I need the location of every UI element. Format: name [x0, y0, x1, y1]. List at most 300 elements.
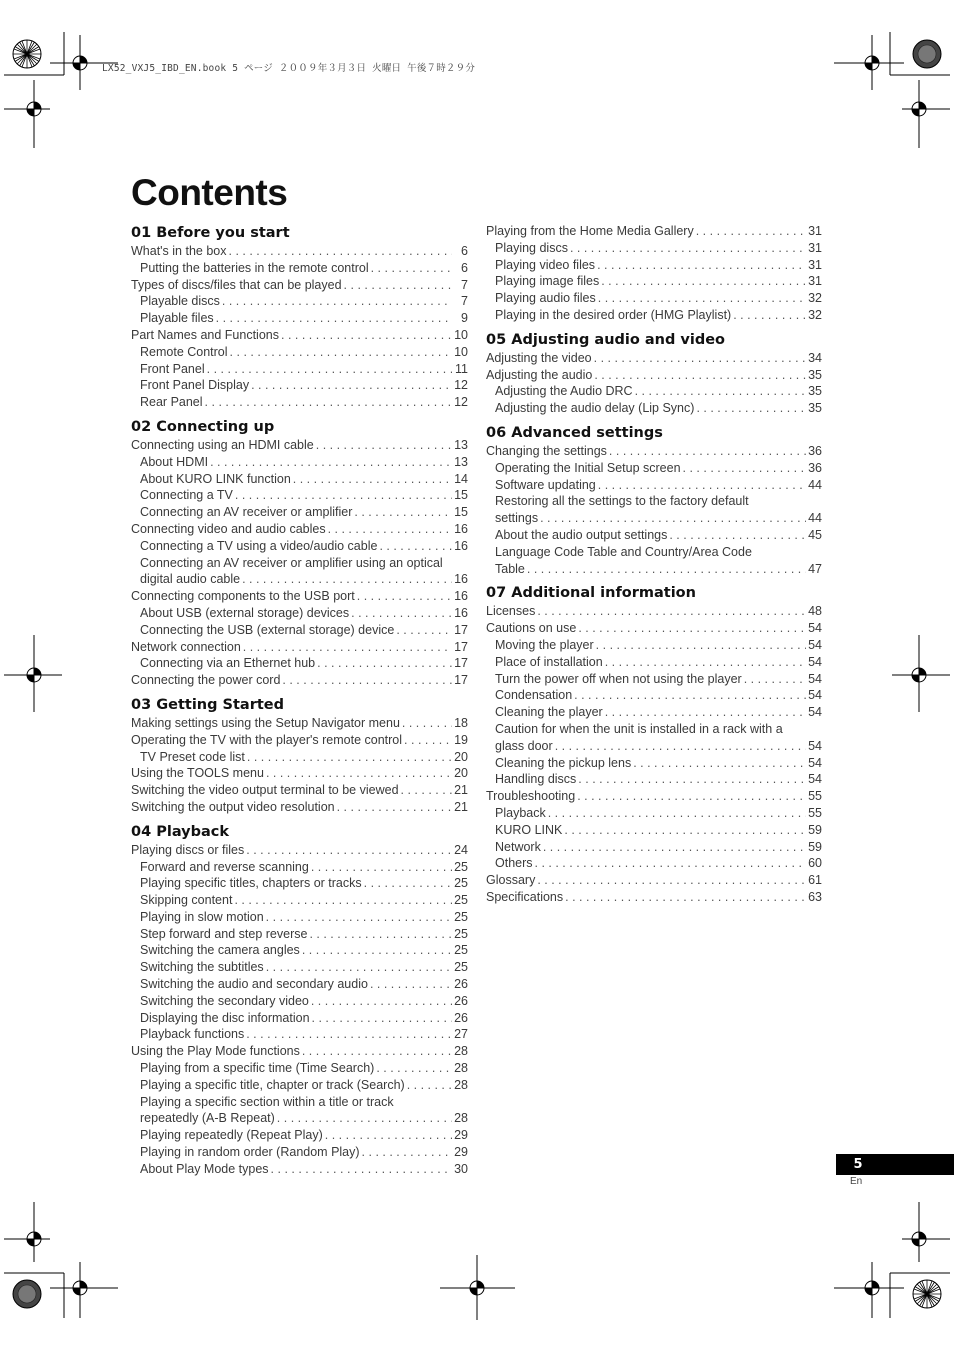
dot-leader — [337, 799, 452, 816]
toc-entry[interactable] — [131, 942, 468, 959]
toc-entry[interactable] — [131, 782, 468, 799]
toc-entry-wrapped[interactable] — [131, 1094, 468, 1128]
dot-leader — [222, 293, 452, 310]
dot-leader — [598, 290, 806, 307]
toc-entry-title: Connecting a TV — [140, 488, 233, 503]
dot-leader — [633, 755, 806, 772]
toc-entry[interactable] — [131, 1010, 468, 1027]
toc-entry-title: Putting the batteries in the remote control — [140, 260, 369, 275]
toc-entry[interactable] — [486, 307, 822, 324]
toc-entry[interactable] — [131, 361, 468, 378]
toc-page-number: 32 — [808, 307, 822, 322]
toc-entry[interactable] — [486, 704, 822, 721]
toc-entry-title: Switching the camera angles — [140, 943, 300, 958]
toc-page-number: 54 — [808, 738, 822, 753]
toc-page-number: 17 — [454, 656, 468, 671]
toc-entry-title: Switching the subtitles — [140, 960, 264, 975]
toc-entry-title: Troubleshooting — [486, 789, 576, 804]
toc-page-number: 10 — [454, 344, 468, 359]
dot-leader — [578, 771, 806, 788]
toc-entry-title: Playing discs or files — [131, 842, 245, 857]
toc-page-number: 7 — [461, 277, 468, 292]
dot-leader — [229, 243, 453, 260]
toc-entry-title: Operating the TV with the player's remote control — [131, 732, 403, 747]
toc-entry-title: Using the Play Mode functions — [131, 1044, 300, 1059]
toc-entry-title: KURO LINK — [495, 822, 563, 837]
dot-leader — [535, 855, 806, 872]
toc-page-number: 27 — [454, 1027, 468, 1042]
toc-entry-title-line: Language Code Table and Country/Area Code — [495, 544, 752, 559]
toc-entry[interactable] — [131, 715, 468, 732]
dot-leader — [594, 367, 806, 384]
dot-leader — [216, 310, 452, 327]
toc-entry[interactable] — [486, 654, 822, 671]
toc-entry[interactable] — [486, 855, 822, 872]
dot-leader — [309, 926, 452, 943]
toc-page-number: 6 — [461, 244, 468, 258]
toc-entry-title: Playing from a specific time (Time Search) — [140, 1061, 375, 1076]
toc-page-number: 25 — [454, 943, 468, 958]
toc-entry[interactable] — [486, 223, 822, 240]
toc-entry-title: Specifications — [486, 889, 564, 904]
dot-leader — [597, 257, 806, 274]
toc-entry-wrapped[interactable] — [486, 493, 822, 527]
toc-entry[interactable] — [131, 394, 468, 411]
section-heading: 05 Adjusting audio and video — [486, 331, 726, 348]
section-heading: 02 Connecting up — [131, 418, 275, 435]
toc-page-number: 55 — [808, 805, 822, 820]
toc-entry-title: Adjusting the video — [486, 350, 592, 365]
dot-leader — [328, 521, 452, 538]
toc-entry[interactable] — [131, 1110, 468, 1127]
toc-entry-title: Displaying the disc information — [140, 1010, 310, 1025]
toc-entry[interactable] — [131, 732, 468, 749]
dot-leader — [311, 859, 452, 876]
toc-page-number: 17 — [454, 673, 468, 688]
toc-entry[interactable] — [131, 504, 468, 521]
toc-page-number: 60 — [808, 856, 822, 871]
toc-entry[interactable] — [131, 327, 468, 344]
toc-entry-title: Adjusting the audio — [486, 367, 593, 382]
dot-leader — [302, 1043, 452, 1060]
toc-entry[interactable] — [131, 293, 468, 310]
toc-entry-title: Cleaning the pickup lens — [495, 755, 632, 770]
toc-entry[interactable] — [486, 788, 822, 805]
toc-page-number: 25 — [454, 960, 468, 975]
dot-leader — [605, 654, 806, 671]
toc-entry-title: Connecting the USB (external storage) device — [140, 622, 395, 637]
dot-leader — [242, 571, 452, 588]
dot-leader — [564, 822, 806, 839]
toc-entry-title: About the audio output settings — [495, 527, 668, 542]
dot-leader — [243, 639, 452, 656]
toc-entry-title: Front Panel Display — [140, 378, 250, 393]
toc-entry[interactable] — [131, 892, 468, 909]
toc-page-number: 31 — [808, 240, 822, 255]
dot-leader — [401, 782, 452, 799]
toc-page-number: 63 — [808, 889, 822, 904]
toc-page-number: 16 — [454, 589, 468, 604]
toc-entry[interactable] — [131, 487, 468, 504]
toc-entry[interactable] — [131, 976, 468, 993]
toc-page-number: 14 — [454, 471, 468, 486]
toc-entry[interactable] — [131, 926, 468, 943]
toc-entry-title: Part Names and Functions — [131, 327, 279, 342]
toc-page-number: 28 — [454, 1077, 468, 1092]
toc-entry-title: Playing video files — [495, 257, 596, 272]
toc-entry-title: Connecting via an Ethernet hub — [140, 656, 316, 671]
toc-page-number: 54 — [808, 755, 822, 770]
toc-entry-title: Rear Panel — [140, 395, 203, 410]
dot-leader — [696, 400, 806, 417]
toc-page-number: 45 — [808, 527, 822, 542]
toc-page-number: 54 — [808, 688, 822, 703]
toc-entry-title: What's in the box — [131, 244, 227, 258]
toc-entry-title: Connecting using an HDMI cable — [131, 437, 314, 452]
dot-leader — [598, 477, 806, 494]
toc-entry-title: Licenses — [486, 604, 536, 619]
dot-leader — [235, 487, 452, 504]
dot-leader — [404, 732, 452, 749]
dot-leader — [351, 605, 452, 622]
toc-entry-title-line: Playing a specific section within a title or track — [140, 1094, 394, 1109]
toc-entry-title: Playing audio files — [495, 291, 596, 306]
toc-entry-title: Front Panel — [140, 361, 205, 376]
toc-page-number: 48 — [808, 604, 822, 619]
toc-entry-title: Playing discs — [495, 240, 568, 255]
toc-entry[interactable] — [131, 344, 468, 361]
toc-entry[interactable] — [131, 1077, 468, 1094]
dot-leader — [316, 437, 452, 454]
toc-entry[interactable] — [486, 443, 822, 460]
dot-leader — [601, 273, 806, 290]
toc-page-number: 7 — [461, 294, 468, 309]
toc-entry-wrapped[interactable] — [131, 555, 468, 589]
dot-leader — [281, 327, 452, 344]
toc-entry[interactable] — [131, 571, 468, 588]
toc-list — [131, 437, 468, 689]
toc-entry-title: Playing repeatedly (Repeat Play) — [140, 1128, 323, 1143]
toc-entry-title: digital audio cable — [140, 572, 241, 587]
toc-entry[interactable] — [131, 622, 468, 639]
dot-leader — [362, 1144, 452, 1161]
dot-leader — [605, 704, 806, 721]
dot-leader — [570, 240, 806, 257]
toc-entry[interactable] — [131, 588, 468, 605]
toc-list — [131, 842, 468, 1178]
toc-page-number: 54 — [808, 637, 822, 652]
dot-leader — [577, 788, 806, 805]
toc-entry[interactable] — [131, 471, 468, 488]
toc-entry-wrapped[interactable] — [486, 544, 822, 578]
toc-page-number: 29 — [454, 1145, 468, 1160]
toc-entry-title: Network — [495, 839, 541, 854]
toc-entry-title: Playing in random order (Random Play) — [140, 1145, 360, 1160]
toc-page-number: 47 — [808, 561, 822, 576]
toc-page-number: 17 — [454, 639, 468, 654]
toc-page-number: 59 — [808, 839, 822, 854]
toc-entry-title: Others — [495, 856, 533, 871]
toc-page-number: 31 — [808, 274, 822, 289]
toc-entry[interactable] — [131, 765, 468, 782]
toc-page-number: 9 — [461, 311, 468, 326]
dot-leader — [379, 538, 452, 555]
toc-entry[interactable] — [486, 738, 822, 755]
dot-leader — [207, 361, 452, 378]
dot-leader — [543, 839, 806, 856]
toc-entry[interactable] — [131, 1144, 468, 1161]
toc-entry[interactable] — [131, 799, 468, 816]
toc-entry[interactable] — [486, 771, 822, 788]
toc-entry-title: TV Preset code list — [140, 749, 245, 764]
toc-entry-title-line: Caution for when the unit is installed in a rack with a — [495, 721, 783, 736]
toc-entry-title: Cleaning the player — [495, 705, 603, 720]
toc-entry[interactable] — [486, 350, 822, 367]
toc-entry-title: Connecting a TV using a video/audio cable — [140, 538, 378, 553]
toc-entry[interactable] — [486, 805, 822, 822]
toc-entry[interactable] — [486, 889, 822, 906]
toc-entry[interactable] — [131, 655, 468, 672]
toc-page-number: 28 — [454, 1044, 468, 1059]
toc-page-number: 54 — [808, 671, 822, 686]
toc-page-number: 16 — [454, 538, 468, 553]
toc-page-number: 13 — [454, 454, 468, 469]
toc-page-number: 19 — [454, 732, 468, 747]
toc-page-number: 32 — [808, 291, 822, 306]
toc-entry-title: Switching the output video resolution — [131, 799, 335, 814]
toc-entry-title: About USB (external storage) devices — [140, 605, 350, 620]
toc-list — [486, 223, 822, 324]
toc-list — [486, 603, 822, 905]
toc-entry-title: Condensation — [495, 688, 573, 703]
toc-entry[interactable] — [131, 1026, 468, 1043]
toc-entry-title: Moving the player — [495, 637, 594, 652]
toc-entry[interactable] — [131, 1127, 468, 1144]
toc-entry-title: Playing from the Home Media Gallery — [486, 224, 694, 238]
toc-page-number: 35 — [808, 384, 822, 399]
dot-leader — [402, 715, 452, 732]
toc-entry[interactable] — [131, 1060, 468, 1077]
toc-entry-title: settings — [495, 511, 539, 526]
dot-leader — [266, 765, 452, 782]
toc-entry-title: Playback — [495, 805, 546, 820]
toc-entry[interactable] — [486, 240, 822, 257]
dot-leader — [537, 603, 806, 620]
toc-entry[interactable] — [131, 454, 468, 471]
toc-entry-title: Skipping content — [140, 893, 233, 908]
toc-entry[interactable] — [486, 383, 822, 400]
section-heading: 06 Advanced settings — [486, 424, 663, 441]
dot-leader — [251, 377, 452, 394]
toc-entry[interactable] — [131, 1161, 468, 1178]
toc-entry[interactable] — [131, 538, 468, 555]
dot-leader — [370, 976, 452, 993]
toc-entry[interactable] — [486, 637, 822, 654]
toc-entry[interactable] — [486, 872, 822, 889]
toc-entry[interactable] — [131, 521, 468, 538]
toc-entry[interactable] — [131, 605, 468, 622]
dot-leader — [210, 454, 452, 471]
toc-page-number: 26 — [454, 993, 468, 1008]
toc-entry[interactable] — [131, 243, 468, 260]
toc-entry-title: Place of installation — [495, 654, 603, 669]
toc-entry-title: Connecting components to the USB port — [131, 589, 355, 604]
section-heading: 04 Playback — [131, 823, 230, 840]
toc-entry[interactable] — [131, 909, 468, 926]
dot-leader — [266, 909, 452, 926]
dot-leader — [744, 671, 806, 688]
toc-page-number: 54 — [808, 621, 822, 636]
toc-entry-title-line: Restoring all the settings to the factory default — [495, 494, 749, 509]
toc-entry[interactable] — [486, 460, 822, 477]
toc-page-number: 21 — [454, 783, 468, 798]
toc-list — [486, 443, 822, 577]
dot-leader — [246, 1026, 452, 1043]
dot-leader — [555, 738, 806, 755]
toc-entry[interactable] — [486, 603, 822, 620]
print-file-header: LX52_VXJ5_IBD_EN.book 5 ページ ２００９年３月３日 火曜日 午後７時２９分 — [102, 63, 476, 74]
dot-leader — [293, 471, 452, 488]
toc-entry[interactable] — [131, 377, 468, 394]
toc-entry[interactable] — [131, 749, 468, 766]
toc-entry-title-line: Connecting an AV receiver or amplifier using an optical — [140, 555, 443, 570]
toc-page-number: 55 — [808, 789, 822, 804]
toc-entry[interactable] — [131, 260, 468, 277]
toc-page-number: 16 — [454, 572, 468, 587]
toc-entry[interactable] — [131, 859, 468, 876]
toc-entry-title: Operating the Initial Setup screen — [495, 460, 681, 475]
toc-page-number: 25 — [454, 893, 468, 908]
toc-page-number: 35 — [808, 401, 822, 416]
dot-leader — [282, 672, 452, 689]
dot-leader — [548, 805, 806, 822]
toc-page-number: 35 — [808, 367, 822, 382]
toc-page-number: 28 — [454, 1061, 468, 1076]
toc-page-number: 12 — [454, 395, 468, 410]
toc-entry-title: glass door — [495, 738, 553, 753]
dot-leader — [234, 892, 452, 909]
toc-entry[interactable] — [486, 839, 822, 856]
toc-list — [131, 243, 468, 411]
toc-entry-title: Connecting the power cord — [131, 673, 281, 688]
toc-page-number: 61 — [808, 873, 822, 888]
toc-entry[interactable] — [131, 437, 468, 454]
toc-page-number: 18 — [454, 715, 468, 730]
toc-entry[interactable] — [486, 822, 822, 839]
dot-leader — [371, 260, 452, 277]
toc-page-number: 25 — [454, 876, 468, 891]
toc-entry-title: Handling discs — [495, 772, 577, 787]
toc-entry-title: Switching the secondary video — [140, 993, 309, 1008]
toc-entry[interactable] — [486, 620, 822, 637]
dot-leader — [540, 510, 806, 527]
dot-leader — [565, 889, 806, 906]
toc-entry-wrapped[interactable] — [486, 721, 822, 755]
toc-page-number: 21 — [454, 799, 468, 814]
toc-entry-title: Types of discs/files that can be played — [131, 277, 342, 292]
dot-leader — [669, 527, 806, 544]
toc-page-number: 16 — [454, 605, 468, 620]
toc-list — [486, 350, 822, 417]
dot-leader — [578, 620, 806, 637]
toc-page-number: 29 — [454, 1128, 468, 1143]
toc-entry[interactable] — [131, 310, 468, 327]
dot-leader — [311, 993, 452, 1010]
dot-leader — [594, 350, 806, 367]
dot-leader — [574, 687, 806, 704]
toc-entry-title: Remote Control — [140, 344, 228, 359]
toc-entry[interactable] — [486, 290, 822, 307]
toc-entry[interactable] — [131, 993, 468, 1010]
toc-entry[interactable] — [486, 755, 822, 772]
dot-leader — [364, 875, 452, 892]
dot-leader — [683, 460, 806, 477]
toc-entry[interactable] — [131, 842, 468, 859]
toc-entry-title: Connecting video and audio cables — [131, 521, 326, 536]
toc-entry-title: Connecting an AV receiver or amplifier — [140, 505, 353, 520]
page-number: 5 — [853, 1157, 863, 1172]
dot-leader — [312, 1010, 452, 1027]
page-title: Contents — [131, 172, 288, 213]
toc-entry[interactable] — [131, 1043, 468, 1060]
toc-page-number: 25 — [454, 859, 468, 874]
dot-leader — [246, 842, 452, 859]
toc-page-number: 54 — [808, 772, 822, 787]
language-code: En — [850, 1176, 863, 1187]
toc-entry-title: Playing in the desired order (HMG Playlist) — [495, 307, 732, 322]
toc-entry[interactable] — [131, 672, 468, 689]
toc-page-number: 20 — [454, 749, 468, 764]
dot-leader — [396, 622, 452, 639]
dot-leader — [635, 383, 806, 400]
toc-entry[interactable] — [131, 639, 468, 656]
dot-leader — [247, 749, 452, 766]
toc-entry[interactable] — [486, 671, 822, 688]
toc-list — [131, 715, 468, 816]
toc-page-number: 36 — [808, 460, 822, 475]
toc-entry[interactable] — [486, 687, 822, 704]
toc-entry-title: Changing the settings — [486, 443, 607, 458]
toc-entry[interactable] — [486, 367, 822, 384]
toc-page-number: 6 — [461, 260, 468, 275]
toc-entry[interactable] — [486, 257, 822, 274]
toc-page-number: 36 — [808, 443, 822, 458]
toc-entry[interactable] — [131, 277, 468, 294]
toc-entry[interactable] — [486, 400, 822, 417]
toc-page-number: 34 — [808, 350, 822, 365]
toc-entry-title: Turn the power off when not using the player — [495, 671, 742, 686]
toc-entry[interactable] — [486, 561, 822, 578]
toc-entry[interactable] — [486, 510, 822, 527]
toc-entry[interactable] — [486, 477, 822, 494]
section-heading: 07 Additional information — [486, 585, 696, 602]
toc-page-number: 13 — [454, 437, 468, 452]
toc-entry[interactable] — [131, 875, 468, 892]
toc-right-column — [486, 223, 822, 906]
toc-page-number: 26 — [454, 977, 468, 992]
toc-entry-title: Step forward and step reverse — [140, 926, 308, 941]
toc-entry[interactable] — [486, 527, 822, 544]
toc-entry[interactable] — [131, 959, 468, 976]
toc-entry[interactable] — [486, 273, 822, 290]
dot-leader — [696, 223, 806, 240]
toc-entry-title: Table — [495, 561, 525, 576]
toc-entry-title: Adjusting the Audio DRC — [495, 384, 633, 399]
toc-page-number: 31 — [808, 257, 822, 272]
toc-page-number: 20 — [454, 766, 468, 781]
dot-leader — [271, 1161, 452, 1178]
toc-page-number: 17 — [454, 622, 468, 637]
